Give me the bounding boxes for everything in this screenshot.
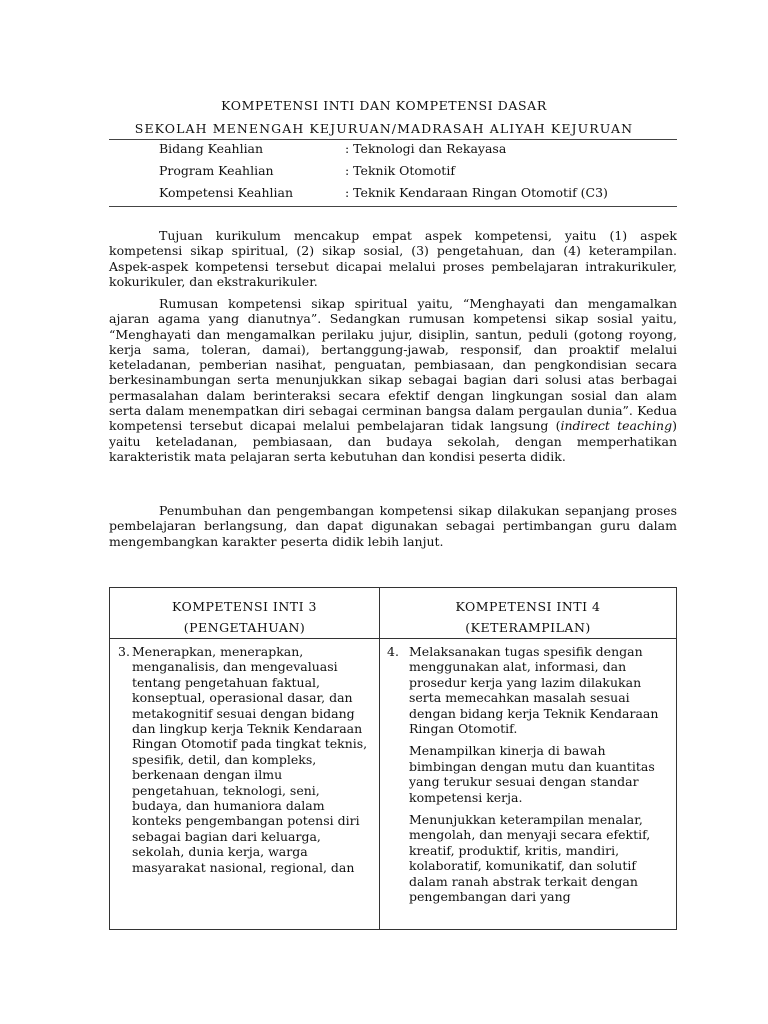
paragraph-tujuan: Tujuan kurikulum mencakup empat aspek kompetensi, yaitu (1) aspek kompetensi sikap spiritual, (2) sikap sosial, (3) pengetahuan, dan (4) keterampilan. Aspek-aspek kompetensi tersebut dicapai melalui proses pembelajaran intrakurikuler, kokurikuler, dan ekstrakurikuler. bbox=[109, 228, 677, 289]
ki3-text: Menerapkan, menerapkan, menganalisis, dan mengevaluasi tentang pengetahuan faktual, konseptual, operasional dasar, dan metakognitif sesuai dengan bidang dan lingkup kerja Teknik Kendaraan Ringan Otomotif pada tingkat teknis, spesifik, detil, dan kompleks, berkenaan dengan ilmu pengetahuan, teknologi, seni, budaya, dan humaniora dalam konteks pengembangan potensi diri sebagai bagian dari keluarga, sekolah, dunia kerja, warga masyarakat nasional, regional, dan bbox=[132, 644, 368, 875]
table-header-ki4 bbox=[380, 596, 676, 638]
table-header-ki3 bbox=[110, 596, 379, 638]
info-label: Program Keahlian bbox=[159, 163, 274, 178]
table-column-divider bbox=[379, 588, 380, 929]
document-subtitle: SEKOLAH MENENGAH KEJURUAN/MADRASAH ALIYAH KEJURUAN bbox=[134, 121, 634, 136]
ki4-title: KOMPETENSI INTI 4 bbox=[455, 599, 601, 614]
ki4-subtitle: (KETERAMPILAN) bbox=[465, 620, 591, 635]
ki4-text-2: Menampilkan kinerja di bawah bimbingan dengan mutu dan kuantitas yang terukur sesuai dengan standar kompetensi kerja. bbox=[409, 743, 655, 805]
info-value: : Teknologi dan Rekayasa bbox=[345, 141, 507, 156]
divider-bottom bbox=[109, 206, 677, 207]
table-header-divider bbox=[110, 638, 676, 639]
paragraph-penumbuhan: Penumbuhan dan pengembangan kompetensi sikap dilakukan sepanjang proses pembelajaran berlangsung, dan dapat digunakan sebagai pertimbangan guru dalam mengembangkan karakter peserta didik lebih lanjut. bbox=[109, 503, 677, 549]
ki4-number: 4. bbox=[387, 644, 399, 659]
ki4-text-3: Menunjukkan keterampilan menalar, mengolah, dan menyaji secara efektif, kreatif, produktif, kritis, mandiri, kolaboratif, komunikatif, dan solutif dalam ranah abstrak terkait dengan pengembangan dari yang bbox=[409, 812, 651, 905]
document-title: KOMPETENSI INTI DAN KOMPETENSI DASAR bbox=[221, 98, 547, 113]
divider-top bbox=[109, 139, 677, 140]
paragraph-text: Rumusan kompetensi sikap spiritual yaitu, “Menghayati dan mengamalkan ajaran agama yang dianutnya”. Sedangkan rumusan kompetensi sikap sosial yaitu, “Menghayati dan mengamalkan perilaku jujur, disiplin, santun, peduli (gotong royong, kerja sama, toleran, damai), bertanggung-jawab, responsif, dan proaktif melalui keteladanan, pemberian nasihat, penguatan, pembiasaan, dan pengkondisian secara berkesinambungan serta menunjukkan sikap sebagai bagian dari solusi atas berbagai permasalahan dalam berinteraksi secara efektif dengan lingkungan sosial dan alam serta dalam menempatkan diri sebagai cerminan bangsa dalam pergaulan dunia”. Kedua kompetensi tersebut dicapai melalui pembelajaran tidak langsung ( bbox=[109, 296, 677, 434]
ki3-number: 3. bbox=[118, 644, 130, 659]
table-cell-ki3 bbox=[118, 644, 373, 875]
ki4-text-1: Melaksanakan tugas spesifik dengan menggunakan alat, informasi, dan prosedur kerja yang lazim dilakukan serta memecahkan masalah sesuai dengan bidang kerja Teknik Kendaraan Ringan Otomotif. bbox=[409, 644, 659, 737]
table-cell-ki4 bbox=[387, 644, 672, 912]
kompetensi-inti-table bbox=[109, 587, 677, 930]
info-label: Bidang Keahlian bbox=[159, 141, 264, 156]
paragraph-rumusan bbox=[109, 296, 677, 464]
paragraph-italic-term: indirect teaching bbox=[560, 418, 673, 434]
ki3-title: KOMPETENSI INTI 3 bbox=[171, 599, 318, 614]
info-value: : Teknik Kendaraan Ringan Otomotif (C3) bbox=[345, 185, 608, 200]
paragraph-text: ) yaitu keteladanan, pembiasaan, dan budaya sekolah, dengan memperhatikan karakteristik mata pelajaran serta kebutuhan dan kondisi peserta didik. bbox=[109, 418, 677, 464]
ki3-subtitle: (PENGETAHUAN) bbox=[183, 620, 306, 635]
info-value: : Teknik Otomotif bbox=[345, 163, 455, 178]
info-label: Kompetensi Keahlian bbox=[159, 185, 294, 200]
